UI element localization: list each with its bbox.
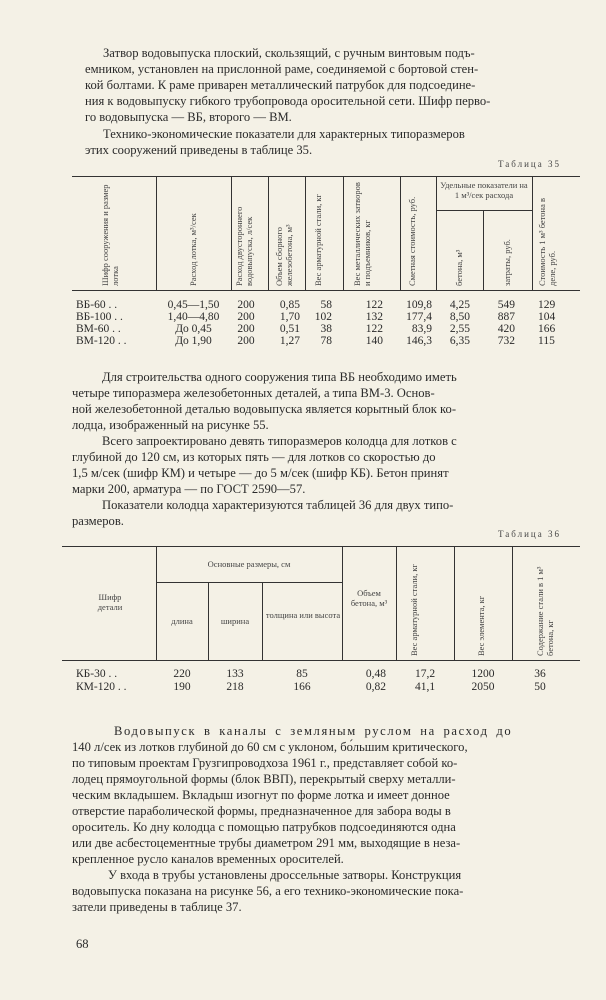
t35-cell: ВМ-60 . . — [76, 323, 121, 335]
t35-cell: 8,50 — [449, 311, 470, 323]
t36-cell: 190 — [173, 681, 191, 693]
t36-header-element-weight: Вес элемента, кг — [476, 595, 486, 656]
t36-header-code: Шифр детали — [97, 592, 123, 612]
t35-cell: 549 — [497, 299, 515, 311]
t36-cell: 0,48 — [365, 668, 386, 680]
paragraph-6 — [72, 723, 570, 867]
text-line: Водовыпуск в каналы с земляным руслом на расход до — [114, 724, 513, 738]
text-line: крепленное русло каналов временных оросителей. — [72, 852, 344, 866]
text-line: Всего запроектировано девять типоразмеров колодца для лотков с — [102, 434, 457, 448]
t35-cell: 122 — [365, 323, 383, 335]
t36-cell: 220 — [173, 668, 191, 680]
t35-cell: 6,35 — [449, 335, 470, 347]
text-line: лодца, изображенный на рисунке 55. — [72, 418, 269, 432]
t35-cell: 177,4 — [406, 311, 432, 323]
t35-cell: 146,3 — [406, 335, 432, 347]
t35-cell: ВБ-100 . . — [76, 311, 123, 323]
t36-cell: КМ-120 . . — [76, 681, 127, 693]
t35-cell: 420 — [497, 323, 515, 335]
table-35-caption: Таблица 35 — [498, 159, 561, 169]
text-line: глубиной до 120 см, из которых пять — для лотков со скоростью до — [72, 450, 436, 464]
t35-cell: 109,8 — [406, 299, 432, 311]
t35-header-cost: затраты, руб. — [502, 239, 512, 286]
t35-cell: До 0,45 — [175, 323, 212, 335]
page-number: 68 — [76, 937, 89, 951]
t35-cell: 115 — [538, 335, 555, 347]
t35-cell: 887 — [497, 311, 515, 323]
t35-cell: 1,40—4,80 — [167, 311, 220, 323]
text-line: го водовыпуска — ВБ, второго — ВМ. — [85, 110, 292, 124]
text-line: водовыпуска показана на рисунке 56, а его технико-экономические пока- — [72, 884, 464, 898]
t35-cell: 0,45—1,50 — [167, 299, 220, 311]
t35-header-flow: Расход лотка, м³/сек — [188, 213, 198, 286]
text-line: ороситель. Ко дну колодца с помощью патрубков подсоединяются одна — [72, 820, 456, 834]
t36-header-main-sizes: Основные размеры, см — [207, 559, 291, 569]
text-line: Затвор водовыпуска плоский, скользящий, с ручным винтовым подъ- — [103, 46, 475, 60]
t36-header-rebar-weight: Вес арматурной стали, кг — [409, 564, 419, 656]
t35-cell: 200 — [237, 335, 255, 347]
text-line: ческим вкладышем. Вкладыш изогнут по форме лотка и имеет донное — [72, 788, 450, 802]
t36-cell: КБ-30 . . — [76, 668, 118, 680]
table-36-caption: Таблица 36 — [498, 529, 561, 539]
t35-cell: ВМ-120 . . — [76, 335, 127, 347]
t35-cell: 200 — [237, 311, 255, 323]
t36-cell: 41,1 — [414, 681, 436, 693]
t35-header-code: Шифр сооружения и размер лотка — [100, 184, 120, 286]
paragraph-7 — [72, 867, 570, 915]
t35-cell: 200 — [237, 299, 255, 311]
text-line: У входа в трубы установлены дроссельные затворы. Конструкция — [108, 868, 462, 882]
t35-cell: 83,9 — [411, 323, 432, 335]
t36-cell: 17,2 — [414, 668, 436, 680]
t35-cell: 1,70 — [279, 311, 300, 323]
t35-cell: 102 — [314, 311, 332, 323]
paragraph-2 — [85, 126, 570, 158]
text-line: 140 л/сек из лотков глубиной до 60 см с уклоном, бо́льшим критического, — [72, 740, 468, 754]
t36-header-concrete-volume: Объем бетона, м³ — [350, 588, 388, 608]
t35-header-metal-weight: Вес металлических затворов и подъемников, кг — [352, 182, 372, 286]
t36-header-steel-content: Содержание стали в 1 м³ бетона, кг — [535, 566, 555, 656]
t35-cell: До 1,90 — [175, 335, 212, 347]
text-line: или две асбестоцементные трубы диаметром 291 мм, выходящие в неза- — [72, 836, 461, 850]
text-line: отверстие параболической формы, предназначенное для забора воды в — [72, 804, 451, 818]
t35-cell: 104 — [538, 311, 556, 323]
text-line: по типовым проектам Грузгипроводхоза 1961 г., представляет собой ко- — [72, 756, 458, 770]
text-line: Технико-экономические показатели для характерных типоразмеров — [103, 127, 465, 141]
t36-header-length: длина — [171, 616, 193, 626]
t35-cell: 0,51 — [279, 323, 300, 335]
t35-cell: 2,55 — [449, 323, 470, 335]
t36-cell: 36 — [534, 668, 546, 680]
t35-cell: 78 — [320, 335, 332, 347]
t35-header-concrete-volume: Объем сборного железобетона, м³ — [274, 224, 294, 286]
t35-cell: 732 — [497, 335, 515, 347]
t35-cell: 129 — [538, 299, 556, 311]
t36-cell: 1200 — [471, 668, 495, 680]
t35-cell: 1,27 — [279, 335, 300, 347]
t36-cell: 166 — [293, 681, 311, 693]
text-line: Показатели колодца характеризуются таблицей 36 для двух типо- — [102, 498, 454, 512]
text-line: затели приведены в таблице 37. — [72, 900, 242, 914]
t35-cell: 132 — [365, 311, 383, 323]
t36-cell: 2050 — [471, 681, 495, 693]
t35-cell: 38 — [320, 323, 332, 335]
text-line: марки 200, арматура — по ГОСТ 2590—57. — [72, 482, 306, 496]
text-line: ной железобетонной деталью водовыпуска является корытный блок ко- — [72, 402, 457, 416]
t35-header-specific-group: Удельные показатели на 1 м³/сек расхода — [440, 180, 528, 200]
t35-header-estimate-cost: Сметная стоимость, руб. — [407, 196, 417, 286]
t35-cell: ВБ-60 . . — [76, 299, 118, 311]
paragraph-4 — [72, 433, 570, 497]
text-line: лодец прямоугольной формы (блок ВВП), перекрытый сверху металли- — [72, 772, 456, 786]
t35-header-bidirectional: Расход двустороннего водовыпуска, л/сек — [234, 206, 254, 286]
paragraph-3 — [72, 369, 570, 433]
t35-cell: 140 — [365, 335, 383, 347]
paragraph-1 — [85, 45, 570, 125]
text-line: емником, установлен на прислонной раме, соединяемой с бортовой стен- — [85, 62, 479, 76]
t35-header-cost-per-m3: Стоимость 1 м³ бетона в деле, руб. — [537, 197, 557, 286]
t35-cell: 200 — [237, 323, 255, 335]
t35-cell: 4,25 — [449, 299, 470, 311]
text-line: кой болтами. К раме приварен металлический патрубок для подсоедине- — [85, 78, 476, 92]
t35-cell: 58 — [320, 299, 332, 311]
text-line: четыре типоразмера железобетонных деталей, а типа ВМ-3. Основ- — [72, 386, 435, 400]
t36-cell: 133 — [226, 668, 244, 680]
text-line: 1,5 м/сек (шифр КМ) и четыре — до 5 м/сек (шифр КБ). Бетон принят — [72, 466, 449, 480]
t35-header-concrete: бетона, м³ — [454, 249, 464, 286]
text-line: ния к водовыпуску гибкого трубопровода оросительной сети. Шифр перво- — [85, 94, 491, 108]
t35-cell: 0,85 — [279, 299, 300, 311]
text-line: этих сооружений приведены в таблице 35. — [85, 143, 313, 157]
text-line: Для строительства одного сооружения типа ВБ необходимо иметь — [102, 370, 457, 384]
t35-header-rebar-weight: Вес арматурной стали, кг — [313, 194, 323, 286]
t36-cell: 0,82 — [365, 681, 386, 693]
t36-cell: 50 — [534, 681, 546, 693]
t36-header-width: ширина — [220, 616, 250, 626]
t36-cell: 218 — [226, 681, 244, 693]
t35-cell: 166 — [538, 323, 556, 335]
t35-cell: 122 — [365, 299, 383, 311]
t36-header-thickness: толщина или высота — [265, 610, 341, 620]
t36-cell: 85 — [296, 668, 308, 680]
text-line: размеров. — [72, 514, 124, 528]
paragraph-5 — [72, 497, 570, 529]
